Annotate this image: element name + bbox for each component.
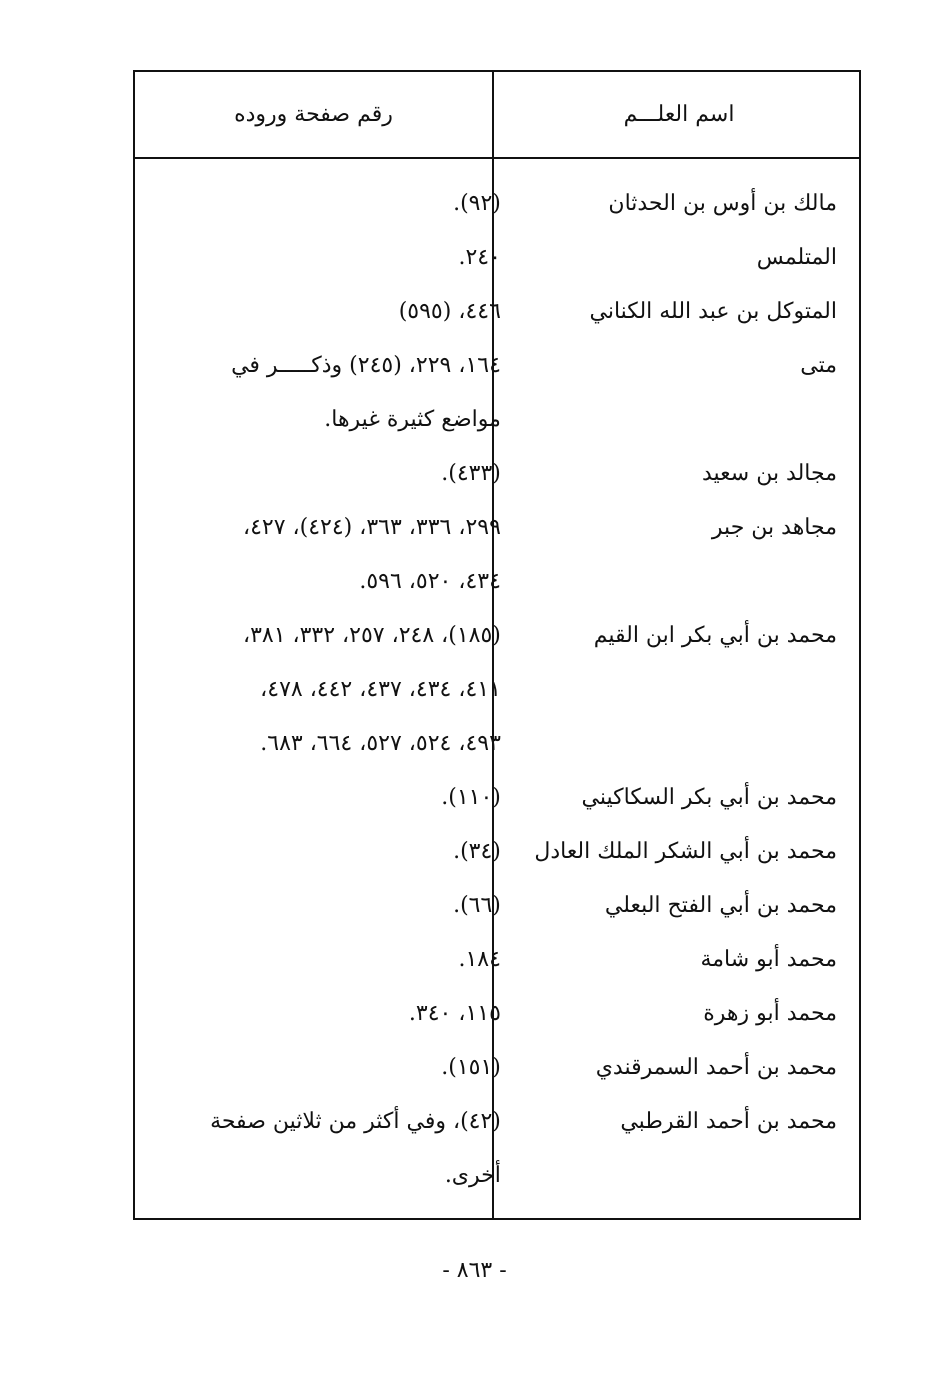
page-reference-line: ٤٣٤، ٥٢٠، ٥٩٦. bbox=[359, 569, 501, 594]
table-row bbox=[135, 987, 859, 1041]
table-row bbox=[135, 231, 859, 285]
table-row bbox=[135, 825, 859, 879]
page-reference-line: ١١٥، ٣٤٠. bbox=[408, 1001, 501, 1026]
page-references bbox=[135, 501, 517, 609]
table-row bbox=[135, 447, 859, 501]
page-reference-line: (٦٦). bbox=[453, 893, 501, 918]
person-name: مجالد بن سعيد bbox=[701, 461, 837, 486]
page-reference-line: (١٥١). bbox=[441, 1055, 501, 1080]
table-row bbox=[135, 933, 859, 987]
page-reference-line: (٤٢)، وفي أكثر من ثلاثين صفحة bbox=[210, 1109, 501, 1134]
page-reference-line: مواضع كثيرة غيرها. bbox=[324, 407, 501, 432]
page-reference-line: (١١٠). bbox=[441, 785, 501, 810]
table-row bbox=[135, 879, 859, 933]
page-reference-line: (٣٤). bbox=[453, 839, 501, 864]
page-references bbox=[135, 825, 517, 879]
table-row bbox=[135, 285, 859, 339]
page-reference-line: ٤٩٣، ٥٢٤، ٥٢٧، ٦٦٤، ٦٨٣. bbox=[260, 731, 501, 756]
page-references bbox=[135, 987, 517, 1041]
page-references bbox=[135, 771, 517, 825]
table-header bbox=[135, 72, 859, 159]
person-name: مجاهد بن جبر bbox=[711, 515, 837, 540]
page-references bbox=[135, 609, 517, 771]
page-reference-line: (١٨٥)، ٢٤٨، ٢٥٧، ٣٣٢، ٣٨١، bbox=[242, 623, 501, 648]
person-name: محمد بن أحمد السمرقندي bbox=[595, 1055, 837, 1080]
page-reference-line: (٩٢). bbox=[453, 191, 501, 216]
person-name: محمد أبو شامة bbox=[700, 947, 837, 972]
page-references bbox=[135, 879, 517, 933]
page-reference-line: ٢٩٩، ٣٣٦، ٣٦٣، (٤٢٤)، ٤٢٧، bbox=[242, 515, 501, 540]
person-name: محمد بن أبي الفتح البعلي bbox=[604, 893, 837, 918]
page-references bbox=[135, 285, 517, 339]
person-name: محمد بن أبي بكر ابن القيم bbox=[593, 623, 837, 648]
page-references bbox=[135, 177, 517, 231]
person-name: محمد أبو زهرة bbox=[703, 1001, 837, 1026]
person-name: متى bbox=[800, 353, 837, 378]
page-references bbox=[135, 447, 517, 501]
table-row bbox=[135, 609, 859, 771]
page-references bbox=[135, 339, 517, 447]
table-row bbox=[135, 339, 859, 447]
page-references bbox=[135, 1095, 517, 1203]
page-reference-line: (٤٣٣). bbox=[441, 461, 501, 486]
table-row bbox=[135, 501, 859, 609]
table-body bbox=[135, 177, 859, 1203]
table-row bbox=[135, 1095, 859, 1203]
page-reference-line: أخرى. bbox=[444, 1163, 501, 1188]
page-references bbox=[135, 231, 517, 285]
table-row bbox=[135, 1041, 859, 1095]
page-reference-line: ٤١١، ٤٣٤، ٤٣٧، ٤٤٢، ٤٧٨، bbox=[260, 677, 501, 702]
page-references bbox=[135, 1041, 517, 1095]
person-name: محمد بن أحمد القرطبي bbox=[620, 1109, 837, 1134]
page-reference-line: ٢٤٠. bbox=[458, 245, 501, 270]
table-row bbox=[135, 177, 859, 231]
person-name: محمد بن أبي الشكر الملك العادل bbox=[534, 839, 837, 864]
header-name-column: اسم العلـــم bbox=[623, 102, 735, 127]
page-reference-line: ٤٤٦، (٥٩٥) bbox=[398, 299, 501, 324]
page-references bbox=[135, 933, 517, 987]
index-table bbox=[133, 70, 861, 1220]
page-reference-line: ١٦٤، ٢٢٩، (٢٤٥) وذكـــــر في bbox=[231, 353, 501, 378]
page-reference-line: ١٨٤. bbox=[458, 947, 501, 972]
page-number: - ٨٦٣ - bbox=[442, 1258, 507, 1283]
person-name: المتوكل بن عبد الله الكناني bbox=[589, 299, 837, 324]
table-row bbox=[135, 771, 859, 825]
header-pages-column: رقم صفحة وروده bbox=[234, 102, 393, 127]
person-name: المتلمس bbox=[756, 245, 837, 270]
person-name: مالك بن أوس بن الحدثان bbox=[608, 191, 837, 216]
person-name: محمد بن أبي بكر السكاكيني bbox=[581, 785, 837, 810]
